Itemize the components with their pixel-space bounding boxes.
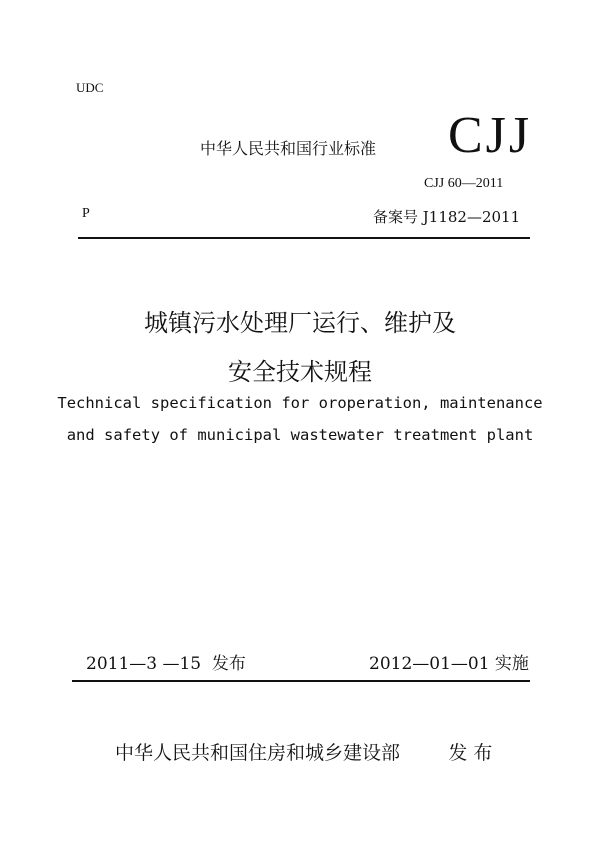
udc-label: UDC [76, 80, 104, 95]
issue-date: 2011—3 —15 发布 [86, 654, 246, 674]
implementation-date: 2012—01—01 实施 [369, 654, 529, 674]
title-en-line-1: Technical specification for oroperation, maintenance [57, 394, 543, 412]
bottom-divider [72, 680, 530, 682]
industry-standard-heading: 中华人民共和国行业标准 [200, 139, 377, 158]
title-zh-line-2: 安全技术规程 [228, 358, 372, 386]
standard-code: CJJ 60—2011 [424, 176, 504, 191]
classification-code: P [82, 206, 90, 221]
title-en-line-2: and safety of municipal wastewater treatment plant [66, 426, 534, 444]
title-zh-line-1: 城镇污水处理厂运行、维护及 [144, 309, 456, 337]
category-mark: CJJ [448, 107, 533, 164]
record-number: 备案号 J1182—2011 [373, 208, 521, 226]
top-divider [78, 237, 530, 239]
publisher-line: 中华人民共和国住房和城乡建设部 发 布 [115, 742, 493, 764]
